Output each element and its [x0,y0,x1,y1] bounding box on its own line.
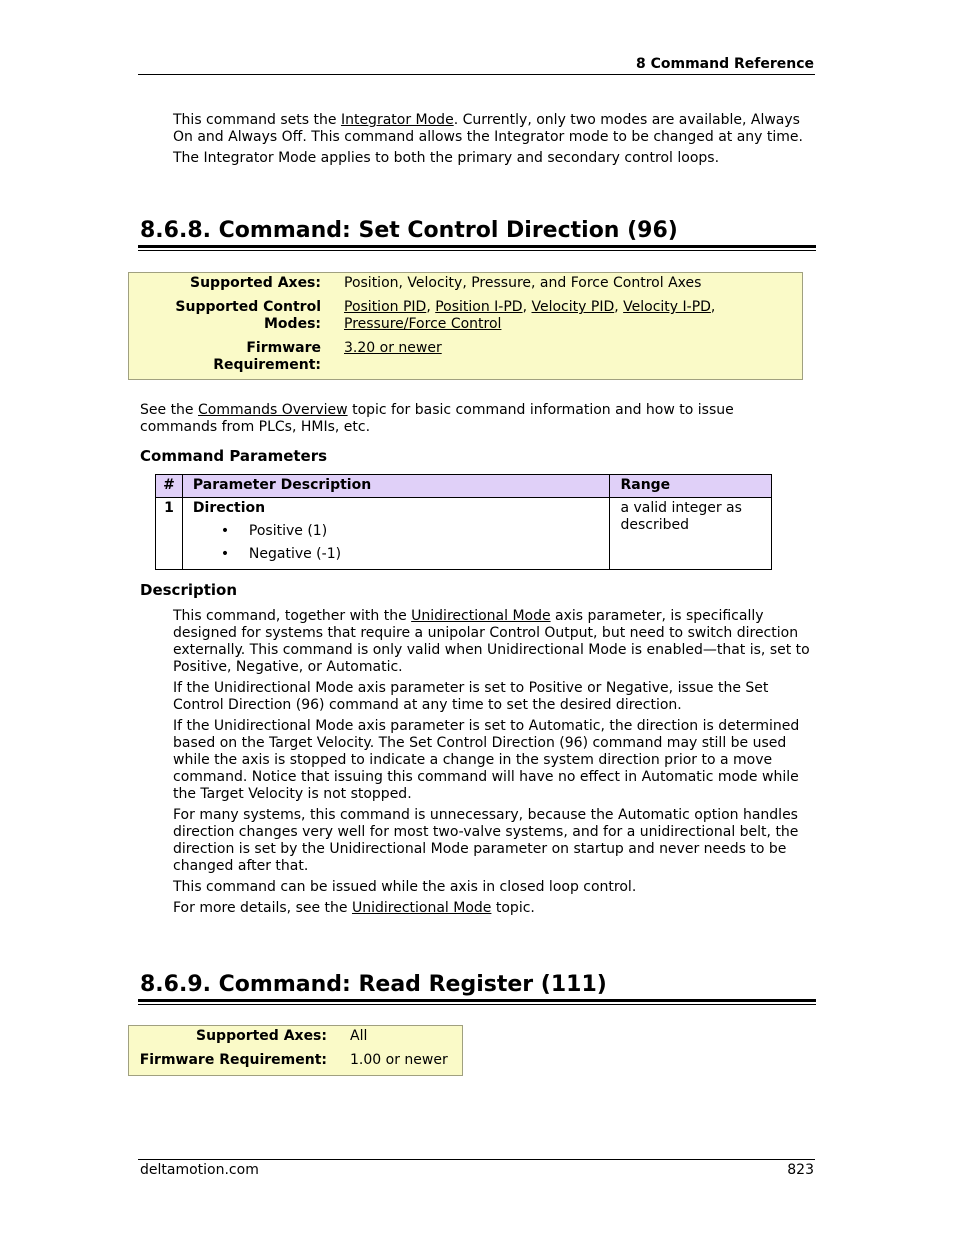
col-header-range: Range [610,475,772,498]
mode-link-velocity-ipd[interactable]: Velocity I-PD [623,299,711,315]
unidirectional-mode-link[interactable]: Unidirectional Mode [411,608,551,624]
col-header-number: # [156,475,183,498]
supported-axes-label-2: Supported Axes: [196,1028,327,1044]
description-paragraph [173,900,813,917]
param-range: a valid integer as described [610,498,772,570]
firmware-value [321,340,802,374]
see-text: See the [140,402,198,418]
param-name: Direction [192,500,266,516]
firmware-label: Firmware Requirement: [213,340,321,373]
supported-modes-value: Position PID, Position I-PD, Velocity PID, Velocity I-PD, Pressure/Force Control [344,299,716,332]
list-item [219,546,600,563]
parameters-table [155,474,772,570]
option-positive: Positive (1) [248,523,328,539]
intro-p1-text-after: . Currently, only two modes are available, Always On and Always Off. This command allows the Integrator mode to be changed at any time. [173,112,803,145]
section-rule-thin [138,250,816,251]
list-item [219,523,600,540]
section-title: 8.6.8. Command: Set Control Direction (96) [140,218,678,243]
mode-link-position-pid[interactable]: Position PID [344,299,427,315]
col-header-description: Parameter Description [182,475,610,498]
see-text-after: topic for basic command information and how to issue commands from PLCs, HMIs, etc. [140,402,734,435]
description-paragraph: If the Unidirectional Mode axis parameter is set to Automatic, the direction is determined based on the Target Velocity. The Set Control Direction (96) command may still be used while the axis is stopped to indicate a change in the system direction prior to a move command. Notice that issuing this command will have no effect in Automatic mode while the Target Velocity is not stopped. [173,718,800,802]
description-heading: Description [140,581,238,599]
section-rule-2 [138,999,816,1002]
supported-axes-value: Position, Velocity, Pressure, and Force Control Axes [344,275,702,291]
param-number: 1 [156,498,183,570]
command-parameters-heading: Command Parameters [140,447,328,465]
mode-link-pressure-force[interactable]: Pressure/Force Control [344,316,502,332]
commands-overview-link[interactable]: Commands Overview [198,402,348,418]
firmware-label-2: Firmware Requirement: [139,1052,327,1068]
description-paragraph: For many systems, this command is unnecessary, because the Automatic option handles direction changes very well for most two-valve systems, and for a unidirectional belt, the direction is set by the Unidirectional Mode parameter on startup and never needs to be changed after that. [173,807,799,874]
footer-rule [138,1159,815,1160]
footer-site: deltamotion.com [140,1162,259,1178]
table-header-row [156,475,772,498]
bullet-icon: • [220,546,230,562]
intro-paragraph-2: The Integrator Mode applies to both the primary and secondary control loops. [173,150,720,166]
intro-paragraph-1 [173,112,818,146]
firmware-link[interactable]: 3.20 or newer [344,340,442,356]
supported-axes-value-2: All [350,1028,368,1044]
page-number: 823 [787,1162,814,1178]
param-description [182,498,610,570]
desc-p6-text: For more details, see the [173,900,352,916]
option-negative: Negative (-1) [248,546,342,562]
read-register-info-box [128,1025,463,1076]
mode-link-position-ipd[interactable]: Position I-PD [435,299,523,315]
intro-text [173,112,818,171]
running-header: 8 Command Reference [635,56,814,72]
supported-info-box [128,272,803,380]
see-overview-text [140,402,780,436]
description-text [173,608,813,921]
mode-link-velocity-pid[interactable]: Velocity PID [531,299,615,315]
section-rule-thin-2 [138,1004,816,1005]
bullet-icon: • [220,523,230,539]
supported-axes-label: Supported Axes: [190,275,321,291]
description-paragraph: If the Unidirectional Mode axis parameter is set to Positive or Negative, issue the Set Control Direction (96) command at any time to set the desired direction. [173,680,769,713]
table-row [156,498,772,570]
header-rule [138,74,815,75]
unidirectional-mode-link-2[interactable]: Unidirectional Mode [351,900,492,916]
desc-p1-text: This command, together with the [173,608,412,624]
section-title-2: 8.6.9. Command: Read Register (111) [140,972,607,997]
supported-modes-label: Supported Control Modes: [175,299,321,332]
desc-p1-text-after: axis parameter, is specifically designed for systems that require a unipolar Control Output, but need to switch direction externally. This command is only valid when Unidirectional Mode is enabled—that is, set to Positive, Negative, or Automatic. [173,608,810,675]
integrator-mode-link[interactable]: Integrator Mode [340,112,454,128]
description-paragraph [173,608,813,676]
description-paragraph: This command can be issued while the axis in closed loop control. [173,879,637,895]
firmware-value-2: 1.00 or newer [350,1052,448,1068]
intro-p1-text: This command sets the [173,112,341,128]
section-rule [138,245,816,248]
desc-p6-text-after: topic. [491,900,535,916]
